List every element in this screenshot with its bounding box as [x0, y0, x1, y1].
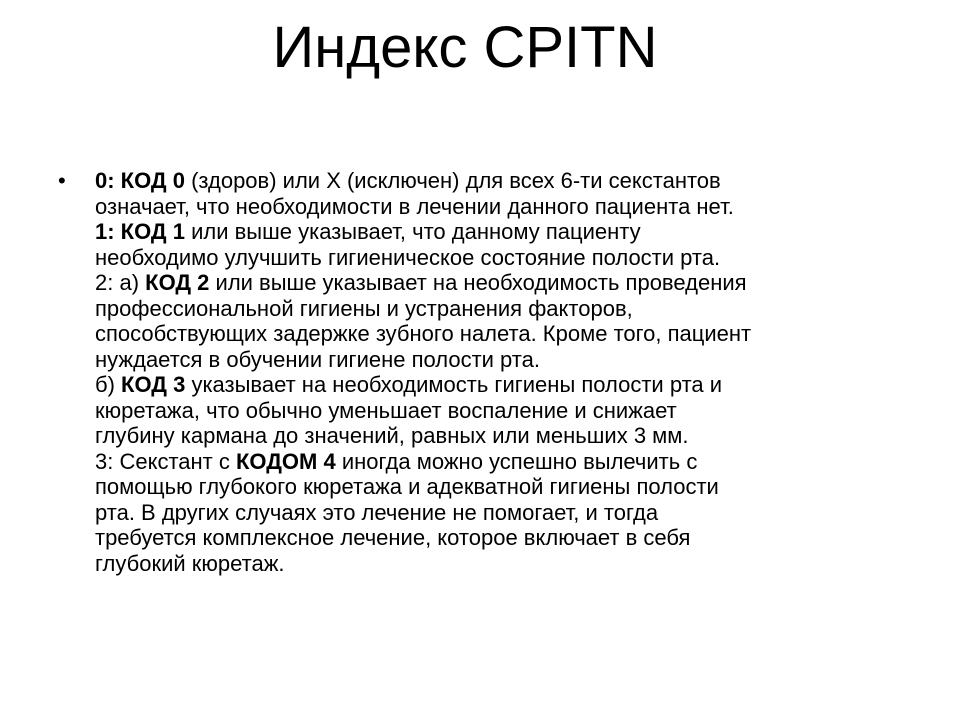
text-segment: требуется комплексное лечение, которое включает в себя [95, 525, 691, 550]
code-label: КОД 2 [145, 270, 210, 295]
text-line [95, 398, 918, 424]
text-segment: способствующих задержке зубного налета. Кроме того, пациент [95, 321, 752, 346]
text-line [95, 449, 918, 475]
code-label: КОД 3 [121, 372, 186, 397]
text-segment: помощью глубокого кюретажа и адекватной гигиены полости [95, 474, 719, 499]
text-segment: иногда можно успешно вылечить с [335, 448, 698, 474]
text-segment: профессиональной гигиены и устранения факторов, [95, 295, 633, 321]
text-segment: означает, что необходимости в лечении данного пациента нет. [95, 193, 734, 219]
text-segment: 2: а) [95, 270, 146, 295]
code-label: 0: КОД 0 [95, 168, 185, 193]
text-line [95, 423, 918, 449]
text-segment: необходимо улучшить гигиеническое состояние полости рта. [95, 244, 721, 270]
text-segment: нуждается в обучении гигиене полости рта. [95, 346, 540, 372]
text-line [95, 347, 918, 373]
text-line [95, 474, 918, 500]
text-segment: кюретажа, что обычно уменьшает воспаление и снижает [95, 397, 677, 423]
text-line [95, 321, 918, 347]
text-segment: глубокий кюретаж. [95, 550, 285, 576]
text-line [95, 296, 918, 322]
slide-body [58, 168, 918, 576]
text-segment: 3: Секстант с [95, 448, 236, 474]
text-line [95, 168, 918, 194]
text-segment: или выше указывает, что данному пациенту [184, 219, 641, 244]
bullet-paragraph [95, 168, 918, 576]
text-line [95, 245, 918, 271]
slide-title: Индекс CPITN [272, 15, 658, 80]
text-line [95, 194, 918, 220]
text-segment: указывает на необходимость гигиены полости рта и [185, 372, 723, 397]
text-line [95, 372, 918, 398]
code-label: 1: КОД 1 [95, 219, 185, 244]
text-line [95, 219, 918, 245]
text-segment: б) [95, 372, 122, 397]
text-line [95, 270, 918, 296]
text-segment: рта. В других случаях это лечение не помогает, и тогда [95, 499, 659, 525]
text-line [95, 525, 918, 551]
code-label: КОДОМ 4 [235, 448, 336, 474]
text-line [95, 500, 918, 526]
text-line [95, 551, 918, 577]
bullet-marker: • [58, 168, 66, 193]
text-segment: глубину кармана до значений, равных или меньших 3 мм. [95, 423, 689, 448]
text-segment: или выше указывает на необходимость проведения [209, 270, 747, 295]
text-segment: (здоров) или Х (исключен) для всех 6-ти секстантов [184, 168, 721, 193]
